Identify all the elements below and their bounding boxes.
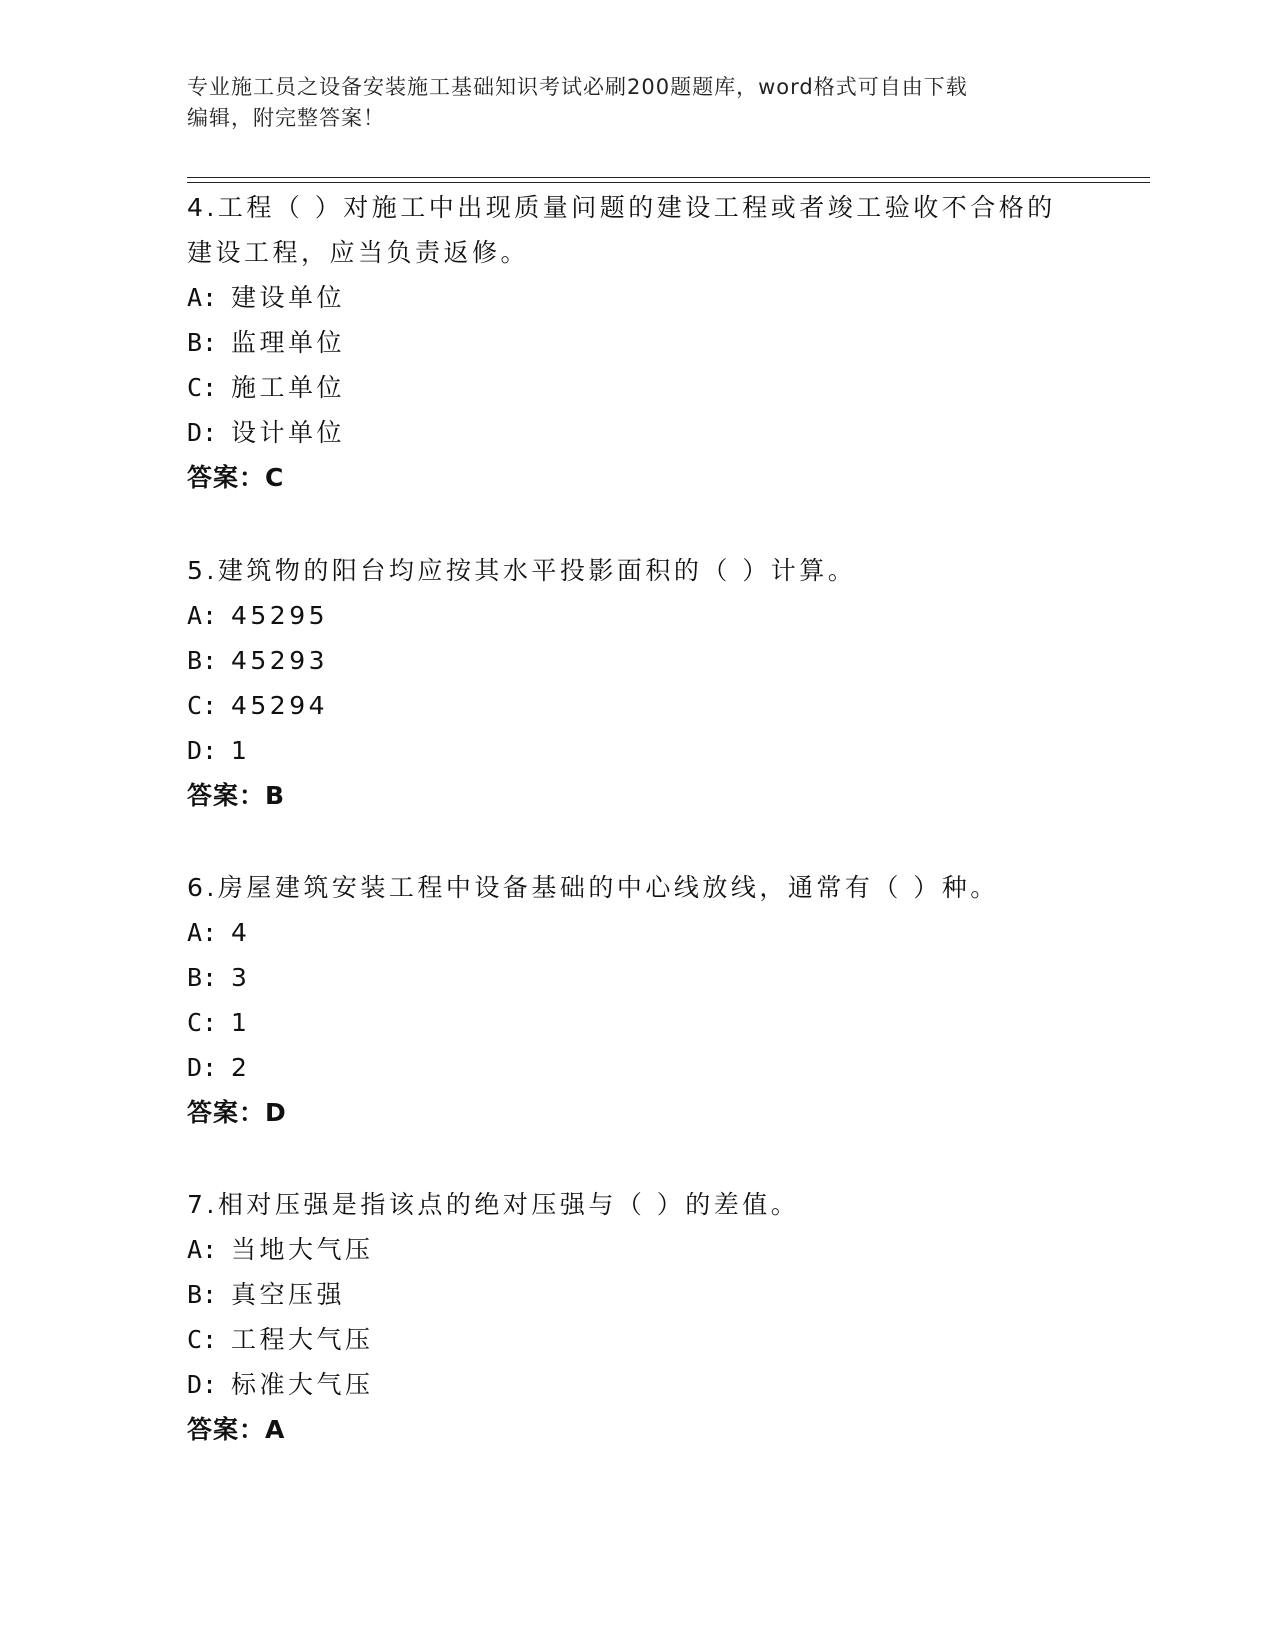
question-5 [187, 548, 1107, 818]
option-text: 3 [231, 963, 251, 992]
document-header [187, 72, 1087, 134]
option-c [187, 683, 1107, 728]
header-divider-top [187, 177, 1150, 178]
option-text: 监理单位 [231, 328, 346, 357]
option-text: 建设单位 [231, 283, 346, 312]
option-a [187, 275, 1107, 320]
question-stem-line: 6.房屋建筑安装工程中设备基础的中心线放线，通常有（ ）种。 [187, 873, 999, 902]
option-label: C: [187, 1325, 218, 1354]
option-label: D: [187, 418, 218, 447]
option-a [187, 593, 1107, 638]
header-title-line-1: 专业施工员之设备安装施工基础知识考试必刷200题题库，word格式可自由下载 [187, 75, 968, 99]
option-text: 2 [231, 1053, 251, 1082]
question-stem-line: 建设工程，应当负责返修。 [187, 238, 530, 267]
option-text: 4 [231, 918, 251, 947]
option-label: B: [187, 646, 218, 675]
option-text: 真空压强 [231, 1280, 346, 1309]
option-b [187, 320, 1107, 365]
option-c [187, 365, 1107, 410]
option-text: 45295 [231, 601, 329, 630]
option-text: 45294 [231, 691, 329, 720]
question-stem-line: 5.建筑物的阳台均应按其水平投影面积的（ ）计算。 [187, 556, 857, 585]
option-text: 1 [231, 736, 251, 765]
option-text: 施工单位 [231, 373, 346, 402]
option-label: D: [187, 1370, 218, 1399]
option-a [187, 1227, 1107, 1272]
option-b [187, 955, 1107, 1000]
option-label: B: [187, 963, 218, 992]
option-text: 45293 [231, 646, 329, 675]
option-label: D: [187, 736, 218, 765]
question-stem-line: 4.工程（ ）对施工中出现质量问题的建设工程或者竣工验收不合格的 [187, 193, 1056, 222]
option-b [187, 1272, 1107, 1317]
answer-line: 答案：C [187, 463, 285, 492]
answer-line: 答案：D [187, 1098, 287, 1127]
option-d [187, 410, 1107, 455]
header-divider-bottom [187, 182, 1150, 183]
option-text: 标准大气压 [231, 1370, 374, 1399]
question-4 [187, 185, 1107, 500]
option-label: C: [187, 373, 218, 402]
option-label: A: [187, 1235, 218, 1264]
option-label: A: [187, 918, 218, 947]
option-label: C: [187, 691, 218, 720]
option-text: 1 [231, 1008, 251, 1037]
question-6 [187, 865, 1107, 1135]
option-d [187, 1045, 1107, 1090]
option-text: 当地大气压 [231, 1235, 374, 1264]
question-stem-line: 7.相对压强是指该点的绝对压强与（ ）的差值。 [187, 1190, 800, 1219]
answer-line: 答案：B [187, 781, 286, 810]
option-label: C: [187, 1008, 218, 1037]
option-label: D: [187, 1053, 218, 1082]
option-b [187, 638, 1107, 683]
option-a [187, 910, 1107, 955]
option-label: B: [187, 1280, 218, 1309]
option-label: B: [187, 328, 218, 357]
answer-line: 答案：A [187, 1415, 286, 1444]
option-d [187, 1362, 1107, 1407]
option-c [187, 1000, 1107, 1045]
question-7 [187, 1182, 1107, 1452]
option-label: A: [187, 283, 218, 312]
option-text: 设计单位 [231, 418, 346, 447]
option-d [187, 728, 1107, 773]
option-label: A: [187, 601, 218, 630]
option-c [187, 1317, 1107, 1362]
header-title-line-2: 编辑，附完整答案！ [187, 106, 385, 130]
option-text: 工程大气压 [231, 1325, 374, 1354]
